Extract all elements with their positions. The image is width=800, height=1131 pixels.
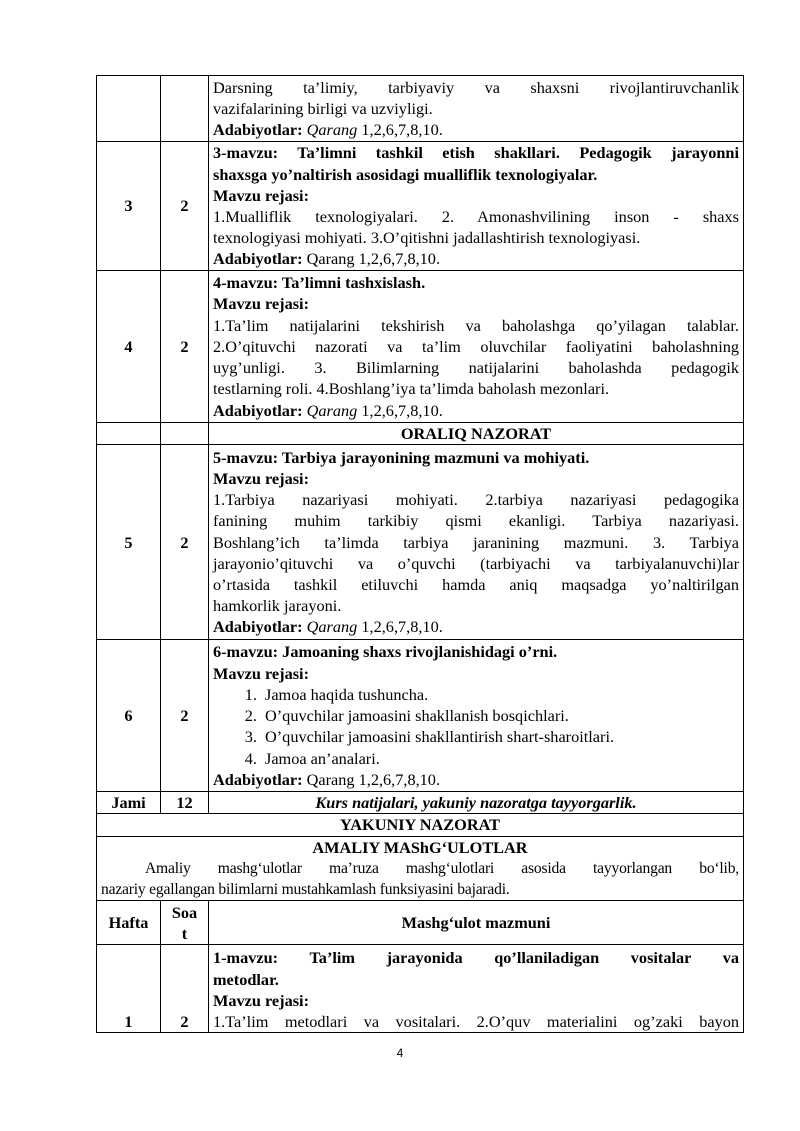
header-hours-part: Soa bbox=[171, 902, 198, 922]
list-item: 2. O’quvchilar jamoasini shakllanish bosqichlari. bbox=[261, 705, 739, 726]
text-line: Boshlang’ich ta’limda tarbiya jaranining mazmuni. 3. Tarbiya bbox=[213, 532, 739, 552]
plan-list bbox=[213, 684, 739, 769]
literature-label: Adabiyotlar: bbox=[213, 120, 303, 140]
week-cell: 1 bbox=[97, 945, 161, 1033]
literature-line bbox=[213, 770, 440, 789]
topic-cell bbox=[209, 945, 744, 1033]
amaliy-intro bbox=[101, 858, 739, 879]
topic-title: 4-mavzu: Ta’limni tashxislash. bbox=[213, 273, 426, 293]
text-line: 2.O’qituvchi nazorati va ta’lim oluvchilar faoliyatini baholashning bbox=[213, 336, 739, 356]
topic-title: 3-mavzu: Ta’limni tashkil etish shakllari. Pedagogik jarayonni bbox=[213, 143, 739, 163]
empty-cell bbox=[161, 423, 209, 445]
total-label: Jami bbox=[97, 792, 161, 814]
topic-cell bbox=[209, 445, 744, 640]
table-row bbox=[97, 142, 744, 271]
literature-text: Qarang 1,2,6,7,8,10. bbox=[306, 249, 441, 269]
literature-text: Qarang 1,2,6,7,8,10. bbox=[306, 769, 441, 789]
list-item: 1. Jamoa haqida tushuncha. bbox=[261, 684, 739, 705]
total-hours: 12 bbox=[161, 792, 209, 814]
text-line: 1.Mualliflik texnologiyalari. 2. Amonashvilining inson - shaxs bbox=[213, 207, 739, 226]
hours-cell bbox=[161, 76, 209, 142]
plan-label: Mavzu rejasi: bbox=[213, 294, 310, 314]
week-cell: 5 bbox=[97, 445, 161, 640]
topic-title: metodlar. bbox=[213, 969, 279, 989]
table-header-row bbox=[97, 901, 744, 945]
topic-title: 5-mavzu: Tarbiya jarayonining mazmuni va mohiyati. bbox=[213, 447, 590, 467]
table-row bbox=[97, 445, 744, 640]
table-row bbox=[97, 836, 744, 901]
literature-line bbox=[213, 249, 440, 268]
text-line: Darsning ta’limiy, tarbiyaviy va shaxsni rivojlantiruvchanlik bbox=[213, 77, 739, 97]
plan-label: Mavzu rejasi: bbox=[213, 663, 310, 683]
hours-cell: 2 bbox=[161, 142, 209, 271]
hours-cell: 2 bbox=[161, 640, 209, 792]
topic-cell bbox=[209, 142, 744, 271]
week-cell: 3 bbox=[97, 142, 161, 271]
document-page bbox=[96, 75, 743, 1033]
text-line: jarayonio’qituvchi va o’quvchi (tarbiyachi va tarbiyalanuvchi)lar bbox=[213, 553, 739, 573]
week-cell bbox=[97, 76, 161, 142]
text-line: texnologiyasi mohiyati. 3.O’qitishni jadallashtirish texnologiyasi. bbox=[213, 228, 641, 248]
table-row bbox=[97, 76, 744, 142]
column-header-content: Mashg‘ulot mazmuni bbox=[209, 901, 744, 945]
topic-cell bbox=[209, 271, 744, 423]
literature-label: Adabiyotlar: bbox=[213, 617, 303, 637]
oraliq-nazorat-heading: ORALIQ NAZORAT bbox=[209, 423, 744, 445]
total-description: Kurs natijalari, yakuniy nazoratga tayyorgarlik. bbox=[209, 792, 744, 814]
plan-label: Mavzu rejasi: bbox=[213, 468, 310, 488]
literature-ref: Qarang bbox=[306, 617, 358, 637]
table-row bbox=[97, 792, 744, 814]
literature-numbers: 1,2,6,7,8,10. bbox=[361, 400, 443, 420]
hours-cell: 2 bbox=[161, 945, 209, 1033]
text-line: vazifalarining birligi va uzviyligi. bbox=[213, 98, 433, 118]
text-line: Amaliy mashg‘ulotlar ma’ruza mashg‘ulotlari asosida tayyorlangan bo‘lib, bbox=[145, 859, 739, 877]
text-line: o’rtasida tashkil etiluvchi hamda aniq maqsadga yo’naltirilgan bbox=[213, 575, 739, 594]
table-row bbox=[97, 640, 744, 792]
plan-label: Mavzu rejasi: bbox=[213, 185, 310, 205]
text-line: testlarning roli. 4.Boshlang’iya ta’limda baholash mezonlari. bbox=[213, 379, 610, 399]
column-header-hours bbox=[161, 901, 209, 945]
literature-label: Adabiyotlar: bbox=[213, 249, 303, 269]
table-row bbox=[97, 814, 744, 836]
topic-title: 6-mavzu: Jamoaning shaxs rivojlanishidagi o’rni. bbox=[213, 642, 558, 662]
list-item: 3. O’quvchilar jamoasini shakllantirish shart-sharoitlari. bbox=[261, 726, 739, 747]
week-cell: 4 bbox=[97, 271, 161, 423]
header-week: Hafta bbox=[108, 913, 149, 933]
text-line: fanining muhim tarkibiy qismi ekanligi. Tarbiya nazariyasi. bbox=[213, 511, 739, 531]
literature-label: Adabiyotlar: bbox=[213, 769, 303, 789]
amaliy-title: AMALIY MAShG‘ULOTLAR bbox=[312, 837, 528, 857]
literature-ref: Qarang bbox=[306, 400, 358, 420]
literature-line bbox=[213, 401, 443, 420]
table-row bbox=[97, 271, 744, 423]
hours-cell: 2 bbox=[161, 271, 209, 423]
literature-line bbox=[213, 617, 443, 636]
text-line: hamkorlik jarayoni. bbox=[213, 596, 342, 616]
syllabus-table bbox=[96, 75, 744, 1033]
literature-line bbox=[213, 120, 443, 139]
literature-numbers: 1,2,6,7,8,10. bbox=[361, 120, 443, 140]
hours-cell: 2 bbox=[161, 445, 209, 640]
literature-label: Adabiyotlar: bbox=[213, 400, 303, 420]
yakuniy-nazorat-heading: YAKUNIY NAZORAT bbox=[97, 814, 744, 836]
list-item: 4. Jamoa an’analari. bbox=[261, 748, 739, 769]
column-header-week bbox=[97, 901, 161, 945]
table-row bbox=[97, 945, 744, 1033]
week-cell: 6 bbox=[97, 640, 161, 792]
amaliy-section bbox=[97, 836, 744, 901]
topic-cell bbox=[209, 640, 744, 792]
topic-title: 1-mavzu: Ta’lim jarayonida qo’llaniladigan vositalar va bbox=[213, 948, 739, 968]
literature-ref: Qarang bbox=[306, 120, 358, 140]
header-hours-part: t bbox=[181, 923, 188, 943]
page-number: 4 bbox=[396, 1046, 404, 1060]
text-line: nazariy egallangan bilimlarni mustahkamlash funksiyasini bajaradi. bbox=[101, 881, 510, 899]
literature-numbers: 1,2,6,7,8,10. bbox=[361, 617, 443, 637]
plan-label: Mavzu rejasi: bbox=[213, 990, 310, 1010]
text-line: 1.Ta’lim natijalarini tekshirish va baholashga qo’yilagan talablar. bbox=[213, 315, 739, 335]
text-line: 1.Tarbiya nazariyasi mohiyati. 2.tarbiya nazariyasi pedagogika bbox=[213, 490, 739, 510]
text-line: uyg’unligi. 3. Bilimlarning natijalarini baholashda pedagogik bbox=[213, 358, 739, 378]
text-line: 1.Ta’lim metodlari va vositalari. 2.O’quv materialini og’zaki bayon bbox=[213, 1012, 739, 1032]
topic-cell bbox=[209, 76, 744, 142]
table-row bbox=[97, 423, 744, 445]
empty-cell bbox=[97, 423, 161, 445]
topic-title: shaxsga yo’naltirish asosidagi mualliflik texnologiyalar. bbox=[213, 164, 598, 184]
